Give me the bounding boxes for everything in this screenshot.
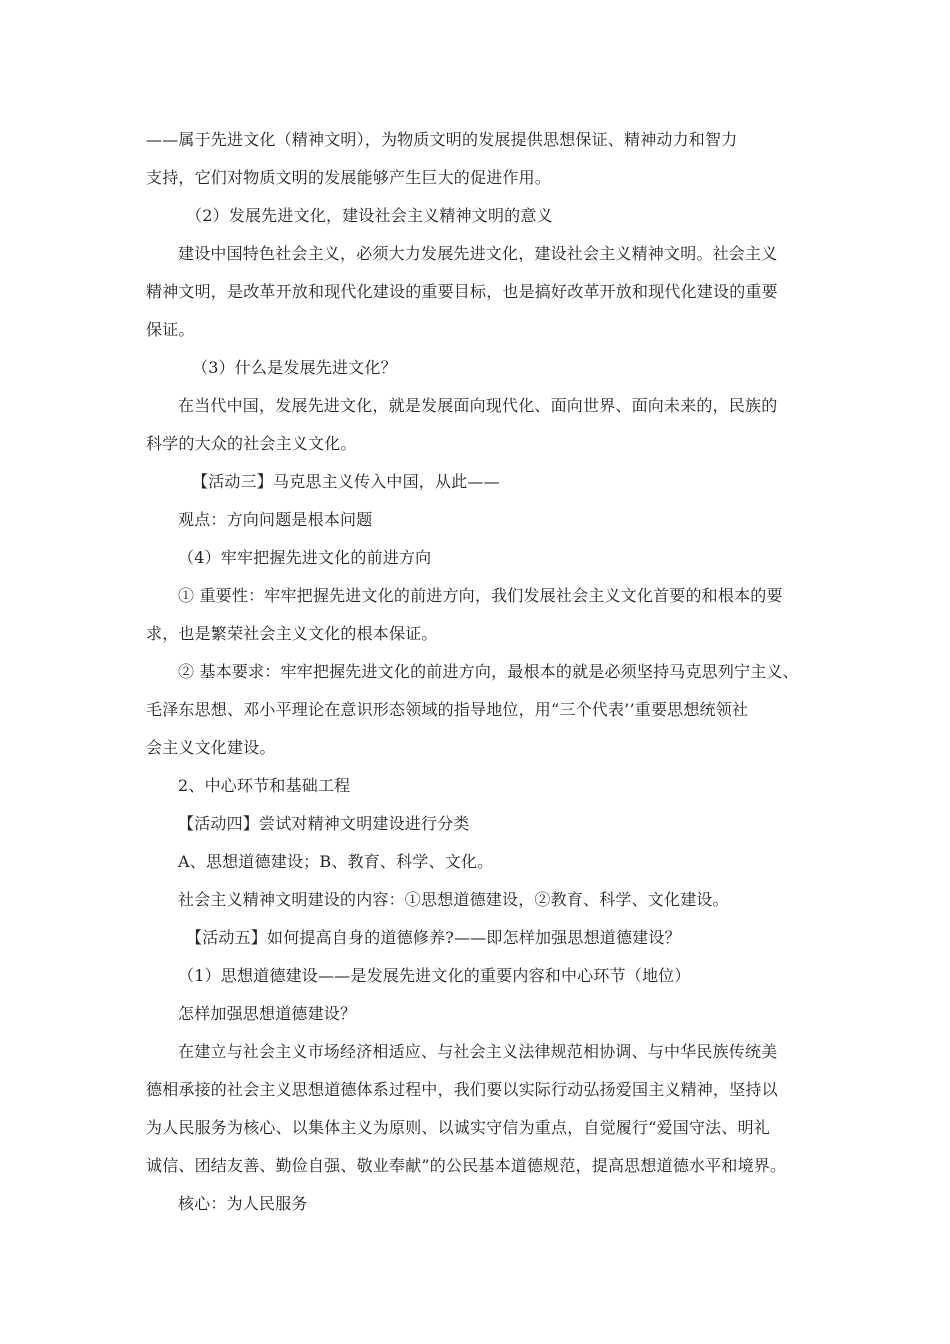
section-heading: （3）什么是发展先进文化？ — [192, 358, 397, 377]
text-line: 精神文明，是改革开放和现代化建设的重要目标，也是搞好改革开放和现代化建设的重要 — [146, 282, 778, 301]
section-heading: （1）思想道德建设——是发展先进文化的重要内容和中心环节（地位） — [178, 966, 691, 985]
text-line: 社会主义精神文明建设的内容：①思想道德建设，②教育、科学、文化建设。 — [178, 890, 729, 909]
text-line: 怎样加强思想道德建设？ — [178, 1004, 357, 1023]
section-heading: （2）发展先进文化，建设社会主义精神文明的意义 — [186, 206, 553, 225]
text-line: 德相承接的社会主义思想道德体系过程中，我们要以实际行动弘扬爱国主义精神，坚持以 — [146, 1080, 778, 1099]
text-line: 毛泽东思想、邓小平理论在意识形态领域的指导地位，用“三个代表’’重要思想统领社 — [146, 700, 749, 719]
text-line: ② 基本要求：牢牢把握先进文化的前进方向，最根本的就是必须坚持马克思列宁主义、 — [178, 662, 799, 681]
activity-heading: 【活动四】尝试对精神文明建设进行分类 — [178, 814, 470, 833]
text-line: 会主义文化建设。 — [146, 738, 276, 757]
text-line: 诚信、团结友善、勤俭自强、敬业奉献”的公民基本道德规范，提高思想道德水平和境界。 — [146, 1156, 787, 1175]
section-heading: 2、中心环节和基础工程 — [178, 776, 351, 795]
text-line: ——属于先进文化（精神文明），为物质文明的发展提供思想保证、精神动力和智力 — [146, 130, 738, 149]
document-body — [146, 121, 810, 1223]
text-line: 核心：为人民服务 — [178, 1194, 308, 1213]
section-heading: （4）牢牢把握先进文化的前进方向 — [178, 548, 432, 567]
text-line: 建设中国特色社会主义，必须大力发展先进文化，建设社会主义精神文明。社会主义 — [178, 244, 778, 263]
text-line: 观点：方向问题是根本问题 — [178, 510, 373, 529]
text-line: ① 重要性：牢牢把握先进文化的前进方向，我们发展社会主义文化首要的和根本的要 — [178, 586, 783, 605]
text-line: 在建立与社会主义市场经济相适应、与社会主义法律规范相协调、与中华民族传统美 — [178, 1042, 778, 1061]
text-line: A、思想道德建设；B、教育、科学、文化。 — [178, 852, 494, 871]
activity-heading: 【活动三】马克思主义传入中国，从此—— — [192, 472, 500, 491]
activity-heading: 【活动五】如何提高自身的道德修养?——即怎样加强思想道德建设？ — [186, 928, 681, 947]
text-line: 支持，它们对物质文明的发展能够产生巨大的促进作用。 — [146, 168, 552, 187]
text-line: 求，也是繁荣社会主义文化的根本保证。 — [146, 624, 438, 643]
text-line: 科学的大众的社会主义文化。 — [146, 434, 357, 453]
text-line: 为人民服务为核心、以集体主义为原则、以诚实守信为重点，自觉履行“爱国守法、明礼 — [146, 1118, 770, 1137]
text-line: 在当代中国，发展先进文化，就是发展面向现代化、面向世界、面向未来的，民族的 — [178, 396, 778, 415]
text-line: 保证。 — [146, 320, 195, 339]
